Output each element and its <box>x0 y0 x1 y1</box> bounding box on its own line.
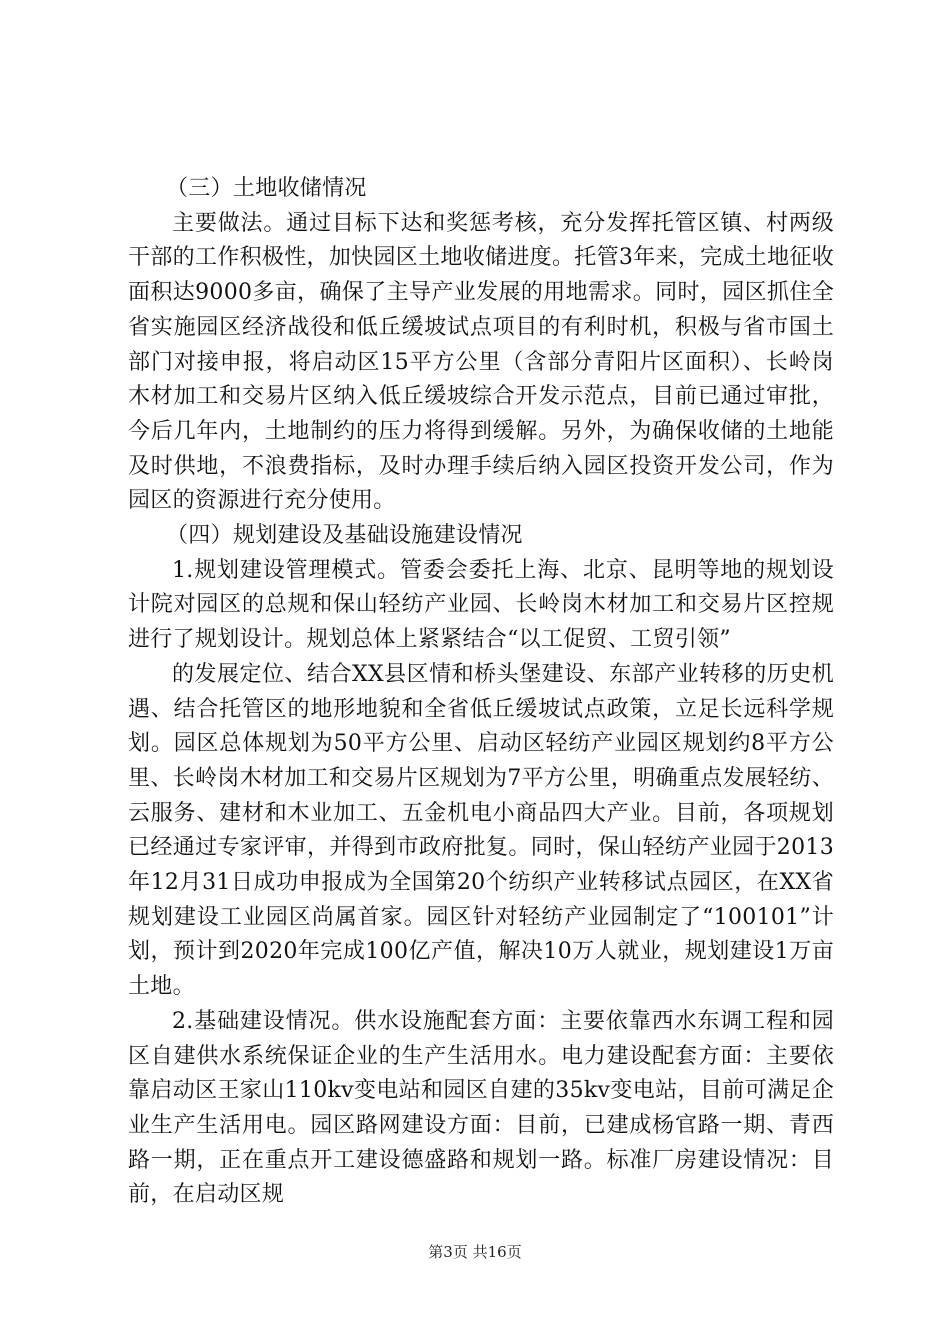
document-body <box>128 172 834 1213</box>
section-heading-planning: （四）规划建设及基础设施建设情况 <box>166 523 523 549</box>
paragraph-land-reserve: 主要做法。通过目标下达和奖惩考核，充分发挥托管区镇、村两级干部的工作积极性，加快园区土地收储进度。托管3年来，完成土地征收面积达9000多亩，确保了主导产业发展的用地需求。同时，园区抓住全省实施园区经济战役和低丘缓坡试点项目的有利时机，积极与省市国土部门对接申报，将启动区15平方公里（含部分青阳片区面积）、长岭岗木材加工和交易片区纳入低丘缓坡综合开发示范点，目前已通过审批，今后几年内，土地制约的压力将得到缓解。另外，为确保收储的土地能及时供地，不浪费指标，及时办理手续后纳入园区投资开发公司，作为园区的资源进行充分使用。 <box>128 210 834 514</box>
paragraph-planning-mode: 1.规划建设管理模式。管委会委托上海、北京、昆明等地的规划设计院对园区的总规和保山轻纺产业园、长岭岗木材加工和交易片区控规进行了规划设计。规划总体上紧紧结合“以工促贸、工贸引领” <box>128 557 834 653</box>
page-number-footer: 第3页 共16页 <box>428 1243 522 1261</box>
paragraph-infrastructure: 2.基础建设情况。供水设施配套方面：主要依靠西水东调工程和园区自建供水系统保证企业的生产生活用水。电力建设配套方面：主要依靠启动区王家山110kv变电站和园区自建的35kv变电站，目前可满足企业生产生活用电。园区路网建设方面：目前，已建成杨官路一期、青西路一期，正在重点开工建设德盛路和规划一路。标准厂房建设情况：目前，在启动区规 <box>128 1008 834 1208</box>
section-heading-land-reserve: （三）土地收储情况 <box>166 176 367 201</box>
paragraph-planning-detail: 的发展定位、结合XX县区情和桥头堡建设、东部产业转移的历史机遇、结合托管区的地形地貌和全省低丘缓坡试点政策，立足长远科学规划。园区总体规划为50平方公里、启动区轻纺产业园区规划约8平方公里、长岭岗木材加工和交易片区规划为7平方公里，明确重点发展轻纺、云服务、建材和木业加工、五金机电小商品四大产业。目前，各项规划已经通过专家评审，并得到市政府批复。同时，保山轻纺产业园于2013年12月31日成功申报成为全国第20个纺织产业转移试点园区，在XX省规划建设工业园区尚属首家。园区针对轻纺产业园制定了“100101”计划，预计到2020年完成100亿产值，解决10万人就业，规划建设1万亩土地。 <box>128 661 834 1000</box>
